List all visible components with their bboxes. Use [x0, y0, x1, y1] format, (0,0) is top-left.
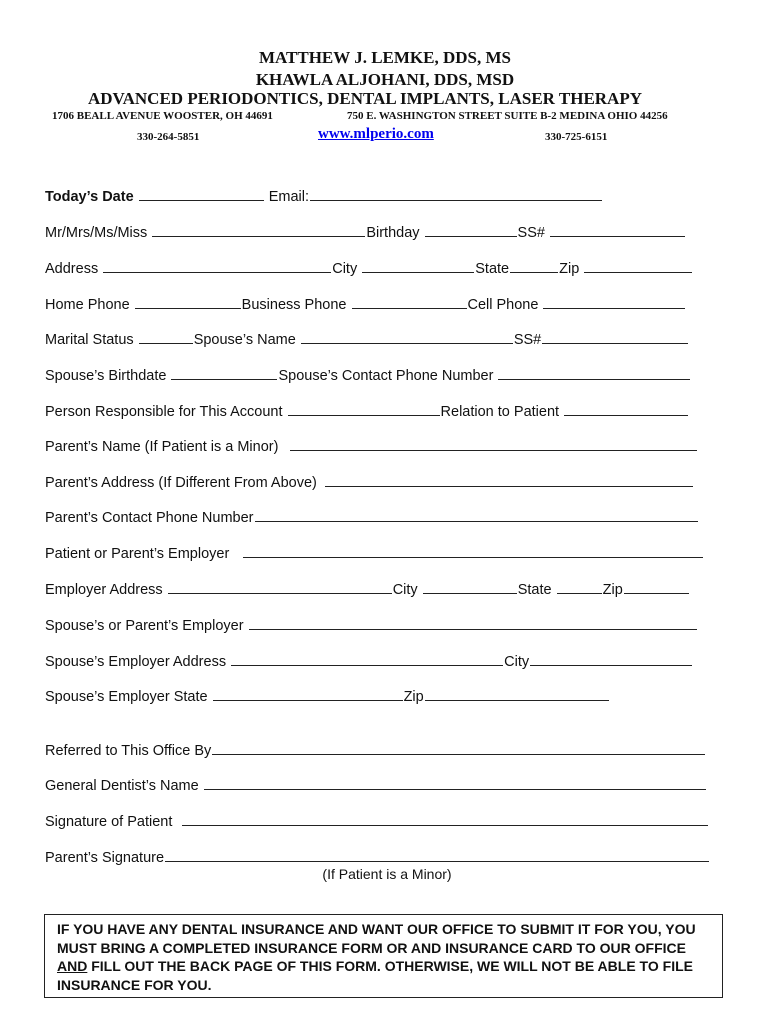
insurance-notice-and: AND [57, 958, 88, 974]
row-responsible [45, 402, 689, 421]
business-phone-field[interactable] [352, 295, 467, 309]
todays-date-field[interactable] [139, 187, 264, 201]
spouse-employer-city-label: City [504, 654, 530, 670]
city-field[interactable] [362, 259, 474, 273]
employer-city-label: City [392, 582, 418, 598]
row-general-dentist [45, 776, 707, 795]
row-spouse-employer [45, 616, 698, 635]
relation-label: Relation to Patient [440, 404, 560, 420]
spouse-ss-label: SS# [513, 332, 542, 348]
parents-signature-label: Parent’s Signature [45, 850, 165, 866]
zip-label: Zip [559, 261, 580, 277]
state-field[interactable] [510, 259, 558, 273]
person-responsible-field[interactable] [288, 402, 440, 416]
signature-patient-label: Signature of Patient [45, 814, 173, 830]
insurance-notice-text-2: FILL OUT THE BACK PAGE OF THIS FORM. OTHERWISE, WE WILL NOT BE ABLE TO FILE INSURANCE FOR YOU. [57, 958, 693, 993]
spouse-employer-zip-field[interactable] [425, 687, 609, 701]
parents-address-label: Parent’s Address (If Different From Above) [45, 475, 317, 491]
address-field[interactable] [103, 259, 331, 273]
employer-state-label: State [517, 582, 552, 598]
spouse-employer-address-field[interactable] [231, 652, 503, 666]
parents-signature-field[interactable] [165, 848, 709, 862]
employer-address-field[interactable] [168, 580, 392, 594]
employer-state-field[interactable] [557, 580, 602, 594]
parents-address-field[interactable] [325, 473, 693, 487]
general-dentist-field[interactable] [204, 776, 706, 790]
address-wooster: 1706 BEALL AVENUE WOOSTER, OH 44691 [52, 110, 273, 122]
ss-field[interactable] [550, 223, 685, 237]
referred-by-field[interactable] [212, 741, 705, 755]
referred-by-label: Referred to This Office By [45, 743, 212, 759]
parents-contact-phone-label: Parent’s Contact Phone Number [45, 510, 254, 526]
signature-patient-field[interactable] [182, 812, 708, 826]
person-responsible-label: Person Responsible for This Account [45, 404, 283, 420]
employer-zip-field[interactable] [624, 580, 689, 594]
spouse-contact-phone-label: Spouse’s Contact Phone Number [278, 368, 494, 384]
row-marital [45, 330, 689, 349]
home-phone-field[interactable] [135, 295, 241, 309]
spouse-ss-field[interactable] [542, 330, 688, 344]
spouse-birthdate-label: Spouse’s Birthdate [45, 368, 167, 384]
spouse-employer-state-label: Spouse’s Employer State [45, 689, 208, 705]
birthday-field[interactable] [425, 223, 517, 237]
practice-doctor-1: MATTHEW J. LEMKE, DDS, MS [258, 48, 512, 67]
patient-employer-field[interactable] [243, 544, 703, 558]
parents-contact-phone-field[interactable] [255, 508, 698, 522]
todays-date-label: Today’s Date [45, 189, 134, 205]
business-phone-label: Business Phone [241, 297, 347, 313]
employer-city-field[interactable] [423, 580, 517, 594]
state-label: State [475, 261, 510, 277]
name-field[interactable] [152, 223, 365, 237]
row-employer-address [45, 580, 690, 599]
row-name [45, 223, 686, 242]
row-referred [45, 741, 706, 760]
employer-zip-label: Zip [602, 582, 623, 598]
spouse-contact-phone-field[interactable] [498, 366, 690, 380]
row-spouse-employer-state [45, 687, 610, 706]
city-label: City [332, 261, 358, 277]
phone-medina: 330-725-6151 [545, 131, 608, 143]
row-parent-name [45, 437, 698, 456]
phone-wooster: 330-264-5851 [137, 131, 200, 143]
row-address [45, 259, 693, 278]
spouse-employer-zip-label: Zip [403, 689, 424, 705]
row-spouse-birth [45, 366, 691, 385]
marital-status-field[interactable] [139, 330, 193, 344]
insurance-notice-text-1: IF YOU HAVE ANY DENTAL INSURANCE AND WANT OUR OFFICE TO SUBMIT IT FOR YOU, YOU MUST BRING A COMPLETED INSURANCE FORM OR AND INSURANCE CARD TO OUR OFFICE [57, 921, 696, 956]
practice-specialties: ADVANCED PERIODONTICS, DENTAL IMPLANTS, LASER THERAPY [87, 89, 642, 108]
marital-status-label: Marital Status [45, 332, 134, 348]
row-parent-phone [45, 508, 699, 527]
home-phone-label: Home Phone [45, 297, 130, 313]
address-label: Address [45, 261, 99, 277]
parents-name-label: Parent’s Name (If Patient is a Minor) [45, 439, 279, 455]
insurance-notice [44, 914, 723, 998]
row-parents-signature [45, 848, 710, 867]
cell-phone-field[interactable] [543, 295, 685, 309]
email-field[interactable] [310, 187, 602, 201]
row-signature-patient [45, 812, 709, 831]
zip-field[interactable] [584, 259, 692, 273]
cell-phone-label: Cell Phone [467, 297, 539, 313]
name-title-label: Mr/Mrs/Ms/Miss [45, 225, 148, 241]
row-spouse-employer-address [45, 652, 693, 671]
row-parent-address [45, 473, 694, 492]
spouse-employer-city-field[interactable] [530, 652, 692, 666]
spouse-name-label: Spouse’s Name [193, 332, 296, 348]
patient-employer-label: Patient or Parent’s Employer [45, 546, 230, 562]
spouse-employer-address-label: Spouse’s Employer Address [45, 654, 227, 670]
email-label: Email: [268, 189, 309, 205]
general-dentist-label: General Dentist’s Name [45, 778, 199, 794]
employer-address-label: Employer Address [45, 582, 163, 598]
spouse-employer-label: Spouse’s or Parent’s Employer [45, 618, 244, 634]
row-employer [45, 544, 704, 563]
spouse-employer-field[interactable] [249, 616, 697, 630]
spouse-name-field[interactable] [301, 330, 513, 344]
website-link[interactable]: www.mlperio.com [318, 126, 434, 142]
relation-field[interactable] [564, 402, 688, 416]
row-date-email [45, 187, 603, 206]
spouse-employer-state-field[interactable] [213, 687, 403, 701]
minor-note: (If Patient is a Minor) [322, 866, 452, 882]
spouse-birthdate-field[interactable] [171, 366, 277, 380]
row-phones [45, 295, 686, 314]
birthday-label: Birthday [366, 225, 420, 241]
ss-label: SS# [517, 225, 545, 241]
practice-doctor-2: KHAWLA ALJOHANI, DDS, MSD [255, 70, 515, 89]
parents-name-field[interactable] [290, 437, 697, 451]
address-medina: 750 E. WASHINGTON STREET SUITE B-2 MEDINA OHIO 44256 [347, 110, 668, 122]
